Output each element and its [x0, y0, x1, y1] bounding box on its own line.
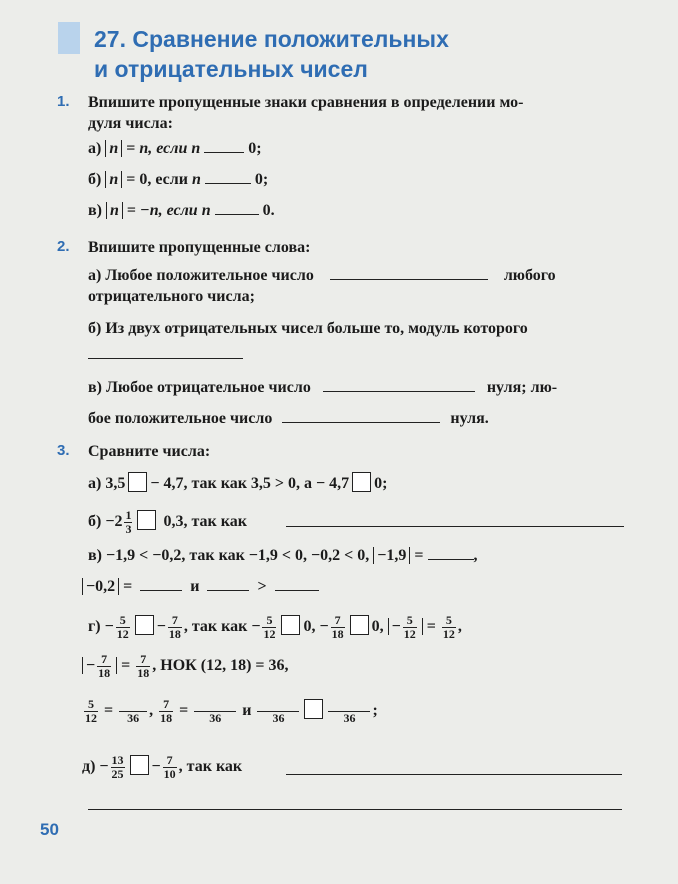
answer-blank[interactable] [215, 200, 259, 215]
fraction-blank[interactable]: 36 [119, 699, 147, 725]
compare-box[interactable] [137, 510, 156, 530]
compare-box[interactable] [304, 699, 323, 719]
task3-item-g-line2: − $\frac{7}{18}$ = $\frac{7}{18}$ , НОК (12, 18) = 36, [82, 653, 289, 680]
task3-number: 3. [57, 442, 70, 459]
answer-line[interactable] [88, 809, 622, 810]
task3-item-v-line1: в) −1,9 < −0,2, так как −1,9 < 0, −0,2 < 0, −1,9 = , [88, 547, 478, 564]
answer-blank[interactable] [207, 576, 249, 591]
answer-blank[interactable] [205, 169, 251, 184]
task1-item-v: в) n = −n, если n 0. [88, 202, 275, 219]
answer-blank[interactable] [140, 576, 182, 591]
compare-box[interactable] [281, 615, 300, 635]
task3-heading: Сравните числа: [88, 443, 211, 460]
task1-text-line2: дуля числа: [88, 115, 173, 132]
compare-box[interactable] [135, 615, 154, 635]
task3-item-g-line1: г) − $\frac{5}{12}$ − $\frac{7}{18}$ , так как − $\frac{5}{12}$ 0, − $\frac{7}{18}$ 0, − $\frac{5}{12}$ = $\frac{5}{12}$ , [88, 613, 462, 641]
task3-item-v-line2: −0,2 = и > [82, 576, 323, 598]
fraction-blank[interactable]: 36 [194, 699, 236, 725]
section-tab-marker [58, 22, 80, 54]
task1-number: 1. [57, 93, 70, 110]
answer-line[interactable] [88, 358, 243, 359]
task2-number: 2. [57, 238, 70, 255]
section-title-line1: Сравнение положительных [132, 26, 449, 52]
answer-blank[interactable] [275, 576, 319, 591]
task3-item-d: д) − $\frac{13}{25}$ − $\frac{7}{10}$ , так как [82, 753, 243, 781]
answer-blank[interactable] [323, 377, 475, 392]
answer-blank[interactable] [282, 408, 440, 423]
task3-item-a: а) 3,5 − 4,7, так как 3,5 > 0, а − 4,7 0; [88, 472, 387, 495]
task1-item-a: а) n = n, если n 0; [88, 140, 262, 157]
task2-c-line1: в) Любое отрицательное число нуля; лю- [88, 379, 558, 396]
page-number: 50 [40, 820, 59, 839]
section-title-line2: и отрицательных чисел [94, 56, 368, 82]
answer-line[interactable] [286, 774, 622, 775]
task2-a-line2: отрицательного числа; [88, 288, 255, 305]
task2-heading: Впишите пропущенные слова: [88, 239, 311, 256]
compare-box[interactable] [350, 615, 369, 635]
fraction-blank[interactable]: 36 [328, 699, 370, 725]
section-number: 27. [94, 26, 126, 52]
task2-b-line1: б) Из двух отрицательных чисел больше то, модуль которого [88, 320, 528, 337]
answer-blank[interactable] [204, 138, 244, 153]
task3-item-g-line3: $\frac{5}{12}$ = 36 , $\frac{7}{18}$ = 36 и 36 36 ; [85, 697, 378, 725]
compare-box[interactable] [352, 472, 371, 492]
answer-blank[interactable] [330, 265, 488, 280]
compare-box[interactable] [130, 755, 149, 775]
answer-line[interactable] [286, 526, 624, 527]
task2-c-line2: бое положительное число нуля. [88, 410, 489, 427]
task2-a-line1: а) Любое положительное число любого [88, 267, 556, 284]
task1-item-b: б) n = 0, если n 0; [88, 171, 269, 188]
task1-text-line1: Впишите пропущенные знаки сравнения в определении мо- [88, 94, 524, 111]
fraction-blank[interactable]: 36 [257, 699, 299, 725]
answer-blank[interactable] [428, 545, 474, 560]
task3-item-b: б) −2 $\frac{1}{3}$ 0,3, так как [88, 508, 247, 536]
section-title [94, 24, 449, 84]
compare-box[interactable] [128, 472, 147, 492]
